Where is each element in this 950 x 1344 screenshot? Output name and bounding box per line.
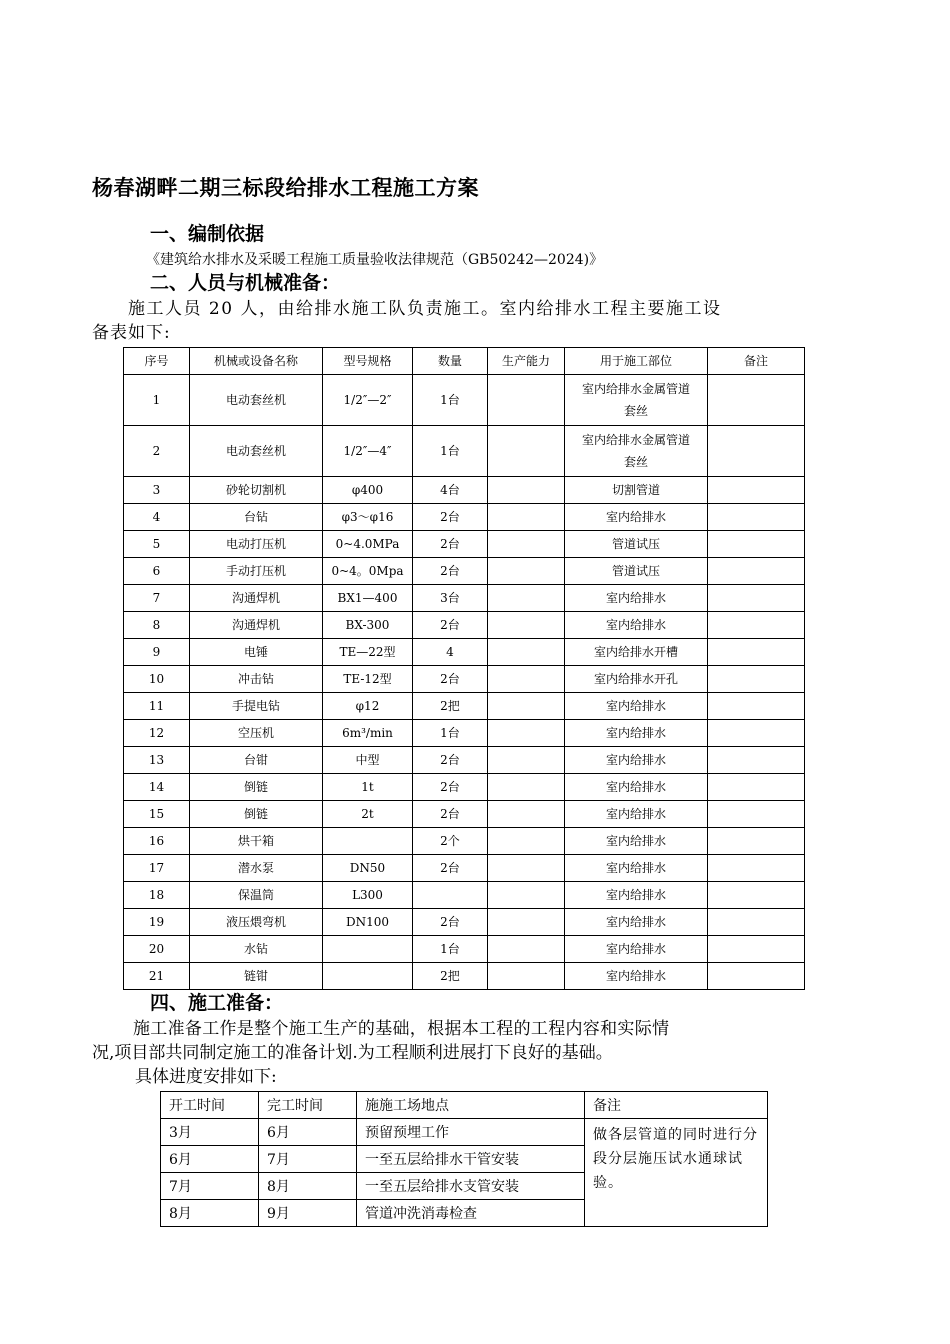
equipment-row [124,666,805,693]
personnel-line-1: 施工人员 20 人，由给排水施工队负责施工。室内给排水工程主要施工设 [128,299,722,319]
equipment-row [124,936,805,963]
cell-remark [708,720,805,747]
cell-name: 电动套丝机 [190,375,323,426]
sched-cell-location: 预留预埋工作 [357,1119,585,1146]
cell-model: φ3～φ16 [323,504,413,531]
cell-name: 台钻 [190,504,323,531]
cell-capacity [488,639,565,666]
cell-model: BX1—400 [323,585,413,612]
cell-remark [708,504,805,531]
equipment-row [124,855,805,882]
cell-index: 18 [124,882,190,909]
cell-quantity: 2台 [413,801,488,828]
cell-remark [708,426,805,477]
cell-model: φ12 [323,693,413,720]
cell-name: 倒链 [190,774,323,801]
cell-capacity [488,375,565,426]
col-header-index: 序号 [124,348,190,375]
cell-remark [708,801,805,828]
sched-note-cell: 做各层管道的同时进行分段分层施压试水通球试验。 [585,1119,768,1227]
cell-name: 沟通焊机 [190,585,323,612]
cell-index: 16 [124,828,190,855]
cell-model: TE—22型 [323,639,413,666]
equipment-row [124,477,805,504]
sched-cell-location: 管道冲洗消毒检查 [357,1200,585,1227]
cell-capacity [488,612,565,639]
cell-name: 砂轮切割机 [190,477,323,504]
cell-index: 19 [124,909,190,936]
cell-usage: 室内给排水 [565,828,708,855]
cell-model: φ400 [323,477,413,504]
col-header-name: 机械或设备名称 [190,348,323,375]
preparation-paragraph [92,1017,837,1089]
sched-header-location: 施施工场地点 [357,1092,585,1119]
cell-usage: 室内给排水 [565,909,708,936]
cell-remark [708,666,805,693]
cell-model: BX-300 [323,612,413,639]
equipment-row [124,774,805,801]
document-title: 杨春湖畔二期三标段给排水工程施工方案 [92,176,479,200]
equipment-row [124,747,805,774]
sched-header-end: 完工时间 [259,1092,357,1119]
cell-quantity: 2把 [413,693,488,720]
section-heading-basis: 一、编制依据 [150,223,265,245]
cell-usage: 室内给排水 [565,936,708,963]
cell-index: 12 [124,720,190,747]
equipment-row [124,612,805,639]
cell-remark [708,828,805,855]
cell-model: 1/2″—2″ [323,375,413,426]
col-header-usage: 用于施工部位 [565,348,708,375]
cell-model: 6m³/min [323,720,413,747]
cell-remark [708,936,805,963]
cell-name: 保温筒 [190,882,323,909]
col-header-model: 型号规格 [323,348,413,375]
equipment-row [124,585,805,612]
cell-remark [708,855,805,882]
cell-usage: 室内给排水金属管道套丝 [565,426,708,477]
cell-name: 手提电钻 [190,693,323,720]
cell-model: TE-12型 [323,666,413,693]
equipment-row [124,801,805,828]
cell-quantity: 2台 [413,504,488,531]
cell-capacity [488,855,565,882]
cell-capacity [488,963,565,990]
cell-quantity: 2台 [413,558,488,585]
cell-usage: 室内给排水 [565,720,708,747]
cell-quantity: 1台 [413,375,488,426]
cell-usage: 室内给排水 [565,585,708,612]
cell-name: 烘干箱 [190,828,323,855]
cell-index: 5 [124,531,190,558]
cell-model: 1t [323,774,413,801]
basis-text: 《建筑给水排水及采暖工程施工质量验收法律规范（GB50242—2024)》 [146,252,604,268]
personnel-line-2: 备表如下: [92,323,171,343]
equipment-row [124,720,805,747]
col-header-capacity: 生产能力 [488,348,565,375]
cell-model [323,936,413,963]
sched-header-remark: 备注 [585,1092,768,1119]
sched-cell-start: 3月 [161,1119,259,1146]
cell-index: 7 [124,585,190,612]
cell-index: 3 [124,477,190,504]
sched-cell-location: 一至五层给排水支管安装 [357,1173,585,1200]
cell-index: 9 [124,639,190,666]
sched-cell-end: 6月 [259,1119,357,1146]
cell-remark [708,639,805,666]
equipment-row [124,531,805,558]
cell-index: 21 [124,963,190,990]
cell-usage: 室内给排水 [565,963,708,990]
sched-cell-start: 7月 [161,1173,259,1200]
sched-cell-end: 9月 [259,1200,357,1227]
cell-remark [708,774,805,801]
cell-capacity [488,936,565,963]
cell-remark [708,612,805,639]
cell-model: 0~4.0MPa [323,531,413,558]
equipment-header-row [124,348,805,375]
cell-quantity: 2台 [413,612,488,639]
cell-quantity: 1台 [413,720,488,747]
equipment-row [124,639,805,666]
cell-name: 电锤 [190,639,323,666]
cell-capacity [488,504,565,531]
equipment-row [124,426,805,477]
cell-quantity [413,882,488,909]
cell-usage: 切割管道 [565,477,708,504]
equipment-row [124,963,805,990]
cell-usage: 管道试压 [565,531,708,558]
cell-index: 20 [124,936,190,963]
cell-name: 水钻 [190,936,323,963]
equipment-row [124,828,805,855]
equipment-table [123,347,805,990]
cell-quantity: 2把 [413,963,488,990]
cell-capacity [488,747,565,774]
cell-index: 8 [124,612,190,639]
cell-name: 链钳 [190,963,323,990]
cell-usage: 室内给排水金属管道套丝 [565,375,708,426]
cell-quantity: 1台 [413,426,488,477]
schedule-header-row [161,1092,768,1119]
cell-capacity [488,477,565,504]
cell-name: 冲击钻 [190,666,323,693]
cell-quantity: 3台 [413,585,488,612]
cell-quantity: 2台 [413,855,488,882]
cell-usage: 室内给排水 [565,774,708,801]
cell-name: 手动打压机 [190,558,323,585]
cell-capacity [488,558,565,585]
sched-cell-start: 6月 [161,1146,259,1173]
cell-model: 0~4。0Mpa [323,558,413,585]
sched-header-start: 开工时间 [161,1092,259,1119]
cell-usage: 室内给排水 [565,882,708,909]
cell-usage: 室内给排水 [565,612,708,639]
cell-quantity: 2台 [413,774,488,801]
cell-remark [708,585,805,612]
cell-usage: 室内给排水 [565,747,708,774]
cell-remark [708,882,805,909]
preparation-line-3: 具体进度安排如下: [135,1067,277,1087]
cell-capacity [488,720,565,747]
cell-name: 电动套丝机 [190,426,323,477]
col-header-remark: 备注 [708,348,805,375]
cell-capacity [488,801,565,828]
cell-capacity [488,426,565,477]
cell-name: 电动打压机 [190,531,323,558]
cell-index: 14 [124,774,190,801]
cell-capacity [488,774,565,801]
cell-model: DN100 [323,909,413,936]
equipment-row [124,558,805,585]
cell-remark [708,747,805,774]
cell-capacity [488,693,565,720]
cell-capacity [488,909,565,936]
cell-index: 1 [124,375,190,426]
equipment-row [124,375,805,426]
cell-quantity: 2台 [413,666,488,693]
equipment-row [124,693,805,720]
cell-quantity: 4台 [413,477,488,504]
cell-remark [708,531,805,558]
cell-index: 15 [124,801,190,828]
cell-model: 中型 [323,747,413,774]
cell-name: 台钳 [190,747,323,774]
cell-quantity: 2台 [413,747,488,774]
cell-index: 11 [124,693,190,720]
cell-quantity: 2台 [413,909,488,936]
cell-model [323,963,413,990]
cell-remark [708,477,805,504]
cell-name: 空压机 [190,720,323,747]
cell-usage: 室内给排水 [565,855,708,882]
equipment-row [124,504,805,531]
cell-capacity [488,585,565,612]
cell-index: 13 [124,747,190,774]
section-heading-personnel: 二、人员与机械准备： [150,272,341,294]
cell-model: 1/2″—4″ [323,426,413,477]
cell-model [323,828,413,855]
sched-cell-end: 8月 [259,1173,357,1200]
cell-model: 2t [323,801,413,828]
cell-index: 2 [124,426,190,477]
cell-capacity [488,828,565,855]
personnel-paragraph [92,297,837,345]
cell-index: 10 [124,666,190,693]
cell-model: L300 [323,882,413,909]
cell-quantity: 2个 [413,828,488,855]
col-header-quantity: 数量 [413,348,488,375]
cell-capacity [488,666,565,693]
sched-cell-end: 7月 [259,1146,357,1173]
cell-index: 17 [124,855,190,882]
cell-capacity [488,882,565,909]
cell-usage: 室内给排水 [565,504,708,531]
preparation-line-2: 况,项目部共同制定施工的准备计划.为工程顺利进展打下良好的基础。 [92,1043,613,1063]
cell-name: 沟通焊机 [190,612,323,639]
cell-usage: 室内给排水 [565,801,708,828]
cell-remark [708,693,805,720]
equipment-row [124,882,805,909]
cell-usage: 室内给排水开孔 [565,666,708,693]
cell-name: 倒链 [190,801,323,828]
cell-model: DN50 [323,855,413,882]
cell-quantity: 2台 [413,531,488,558]
cell-remark [708,963,805,990]
cell-usage: 管道试压 [565,558,708,585]
cell-remark [708,375,805,426]
cell-quantity: 4 [413,639,488,666]
sched-cell-start: 8月 [161,1200,259,1227]
schedule-table [160,1091,768,1227]
cell-index: 4 [124,504,190,531]
cell-name: 潜水泵 [190,855,323,882]
section-heading-preparation: 四、施工准备： [150,992,284,1014]
sched-cell-location: 一至五层给排水干管安装 [357,1146,585,1173]
preparation-line-1: 施工准备工作是整个施工生产的基础，根据本工程的工程内容和实际情 [133,1019,670,1039]
cell-remark [708,558,805,585]
equipment-row [124,909,805,936]
cell-usage: 室内给排水 [565,693,708,720]
cell-name: 液压煨弯机 [190,909,323,936]
cell-capacity [488,531,565,558]
cell-remark [708,909,805,936]
schedule-row [161,1119,768,1146]
cell-quantity: 1台 [413,936,488,963]
cell-index: 6 [124,558,190,585]
cell-usage: 室内给排水开槽 [565,639,708,666]
